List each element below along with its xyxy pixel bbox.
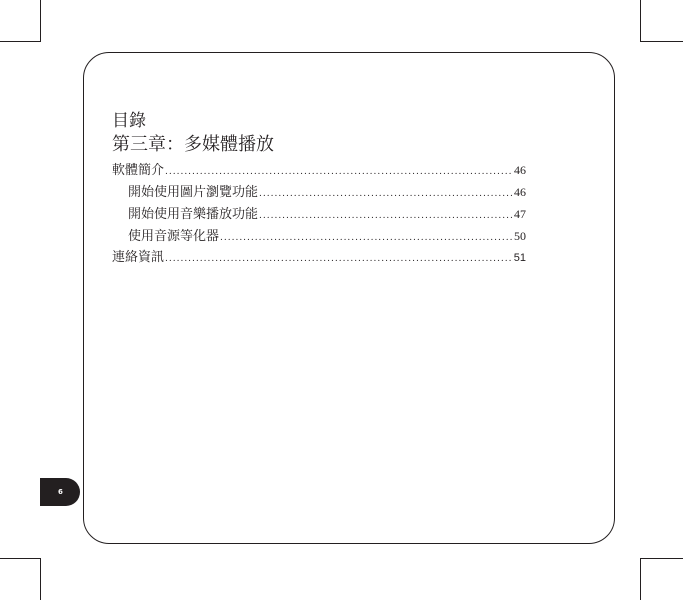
toc-entry-label: 使用音源等化器	[128, 229, 220, 244]
toc-entry-music-player[interactable]	[112, 204, 526, 226]
dot-leader	[259, 206, 513, 226]
toc-entry-page: 51	[513, 252, 526, 264]
dot-leader	[165, 249, 513, 269]
crop-mark-top-left-horizontal	[0, 41, 41, 42]
toc-entry-page: 46	[514, 185, 526, 199]
crop-mark-top-right-vertical	[640, 0, 641, 42]
toc-entry-page: 47	[514, 207, 526, 221]
toc-entry-label: 連絡資訊	[112, 250, 165, 265]
crop-mark-top-left-vertical	[40, 0, 41, 42]
toc-heading: 目錄	[112, 111, 146, 131]
crop-mark-bottom-right-horizontal	[640, 558, 683, 559]
toc-entry-contact-info[interactable]	[112, 248, 526, 270]
toc-entry-photo-viewer[interactable]	[112, 182, 526, 204]
toc-entry-label: 開始使用圖片瀏覽功能	[128, 185, 259, 200]
page-frame	[83, 52, 615, 544]
crop-mark-bottom-right-vertical	[640, 558, 641, 600]
chapter-title: 第三章：多媒體播放	[112, 134, 274, 155]
toc-entry-page: 50	[514, 229, 526, 243]
toc-entry-page: 46	[514, 163, 526, 177]
crop-mark-bottom-left-horizontal	[0, 558, 41, 559]
toc-entry-label: 開始使用音樂播放功能	[128, 207, 259, 222]
toc-entry-equalizer[interactable]	[112, 226, 526, 248]
toc-list	[112, 160, 526, 270]
dot-leader	[165, 162, 513, 182]
toc-entry-label: 軟體簡介	[112, 163, 165, 178]
crop-mark-top-right-horizontal	[640, 41, 683, 42]
crop-mark-bottom-left-vertical	[40, 558, 41, 600]
toc-entry-software-intro[interactable]	[112, 160, 526, 182]
page-number: 6	[58, 488, 63, 496]
page-number-tab	[40, 478, 80, 506]
dot-leader	[259, 184, 513, 204]
dot-leader	[220, 228, 513, 248]
